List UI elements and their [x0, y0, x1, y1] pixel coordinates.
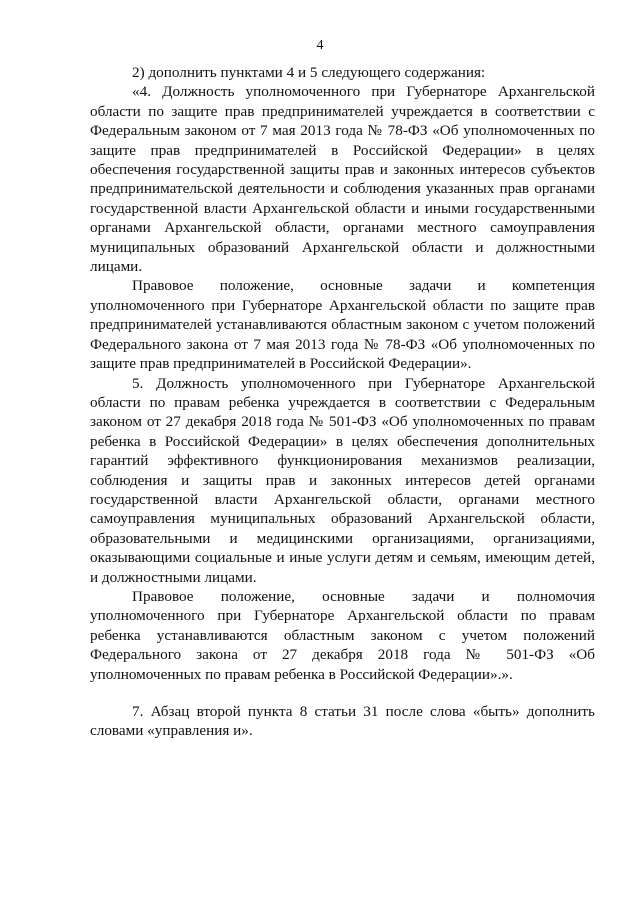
- paragraph-item-4: «4. Должность уполномоченного при Губернаторе Архангельской области по защите прав предпринимателей учреждается в соответствии с Федеральным законом от 7 мая 2013 года № 78-ФЗ «Об уполномоченных по защите прав предпринимателей в Российской Федерации» в целях обеспечения государственной защиты прав и законных интересов субъектов предпринимательской деятельности и соблюдения указанных прав органами государственной власти Архангельской области и иными государственными органами Архангельской области, органами местного самоуправления муниципальных образований Архангельской области и должностными лицами.: [90, 83, 595, 276]
- document-body: [90, 63, 595, 741]
- paragraph-item-4-legal-status: Правовое положение, основные задачи и компетенция уполномоченного при Губернаторе Архангельской области по защите прав предпринимателей устанавливаются областным законом с учетом положений Федерального закона от 7 мая 2013 года № 78-ФЗ «Об уполномоченных по защите прав предпринимателей в Российской Федерации».: [90, 277, 595, 373]
- paragraph-item-5: 5. Должность уполномоченного при Губернаторе Архангельской области по правам ребенка учреждается в соответствии с Федеральным законом от 27 декабря 2018 года № 501-ФЗ «Об уполномоченных по правам ребенка в Российской Федерации» в целях обеспечения дополнительных гарантий эффективного функционирования механизмов реализации, соблюдения и защиты прав и законных интересов детей органами государственной власти Архангельской области, органами местного самоуправления муниципальных образований Архангельской области, образовательными и медицинскими организациями, организациями, оказывающими социальные и иные услуги детям и семьям, имеющим детей, и должностными лицами.: [90, 374, 595, 586]
- paragraph-amendment-intro: 2) дополнить пунктами 4 и 5 следующего содержания:: [132, 64, 486, 81]
- paragraph-item-5-legal-status: Правовое положение, основные задачи и полномочия уполномоченного при Губернаторе Архангельской области по правам ребенка устанавливаются областным законом с учетом положений Федерального закона от 27 декабря 2018 года № 501-ФЗ «Об уполномоченных по правам ребенка в Российской Федерации».».: [90, 587, 595, 683]
- paragraph-item-7: 7. Абзац второй пункта 8 статьи 31 после слова «быть» дополнить словами «управления и».: [90, 703, 595, 740]
- page-number: 4: [316, 38, 324, 53]
